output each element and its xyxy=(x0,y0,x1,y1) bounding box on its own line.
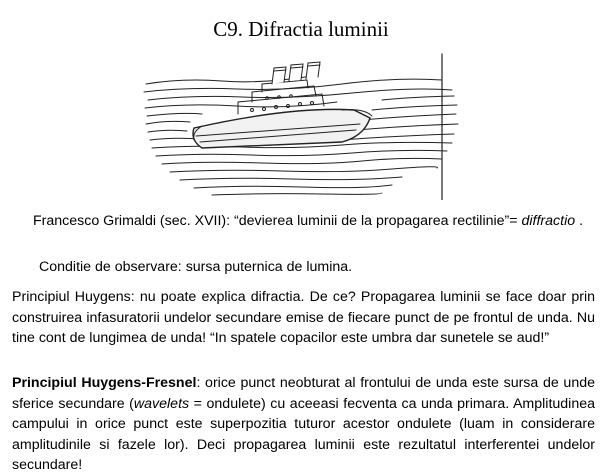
huygens-fresnel-paragraph xyxy=(12,373,595,476)
ship-on-waves-illustration xyxy=(142,50,460,200)
huygens-fresnel-heading: Principiul Huygens-Fresnel xyxy=(12,375,197,391)
page-title: C9. Difractia luminii xyxy=(213,17,389,41)
fresnel-text-part2: = ondulete) cu aceeasi fecventa ca unda primara. Amplitudinea campului in orice punct este superpozitia tuturor acestor ondulete (luam in considerare amplitudinile si fazele lor). Deci propagarea luminii este rezultatul interferentei undelor secundare! xyxy=(12,395,595,473)
diffractio-term: diffractio xyxy=(521,213,576,229)
huygens-paragraph: Principiul Huygens: nu poate explica difractia. De ce? Propagarea luminii se face doar prin construirea infasuratorii undelor secundare emise de fiecare punct de pe frontul de unda. Nu tine cont de lungimea de unda! “In spatele copacilor este umbra dar sunetele se aud!” xyxy=(12,289,595,346)
grimaldi-text: Francesco Grimaldi (sec. XVII): “devierea luminii de la propagarea rectilinie”= xyxy=(33,213,522,229)
grimaldi-end: . xyxy=(575,213,584,229)
fresnel-text-part1: : orice punct neobturat al frontului de unda este sursa de unde sferice secundare ( xyxy=(12,375,595,412)
grimaldi-paragraph xyxy=(33,211,593,232)
wavelets-term: wavelets xyxy=(133,395,190,412)
observation-condition: Conditie de observare: sursa puternica de lumina. xyxy=(39,259,353,275)
